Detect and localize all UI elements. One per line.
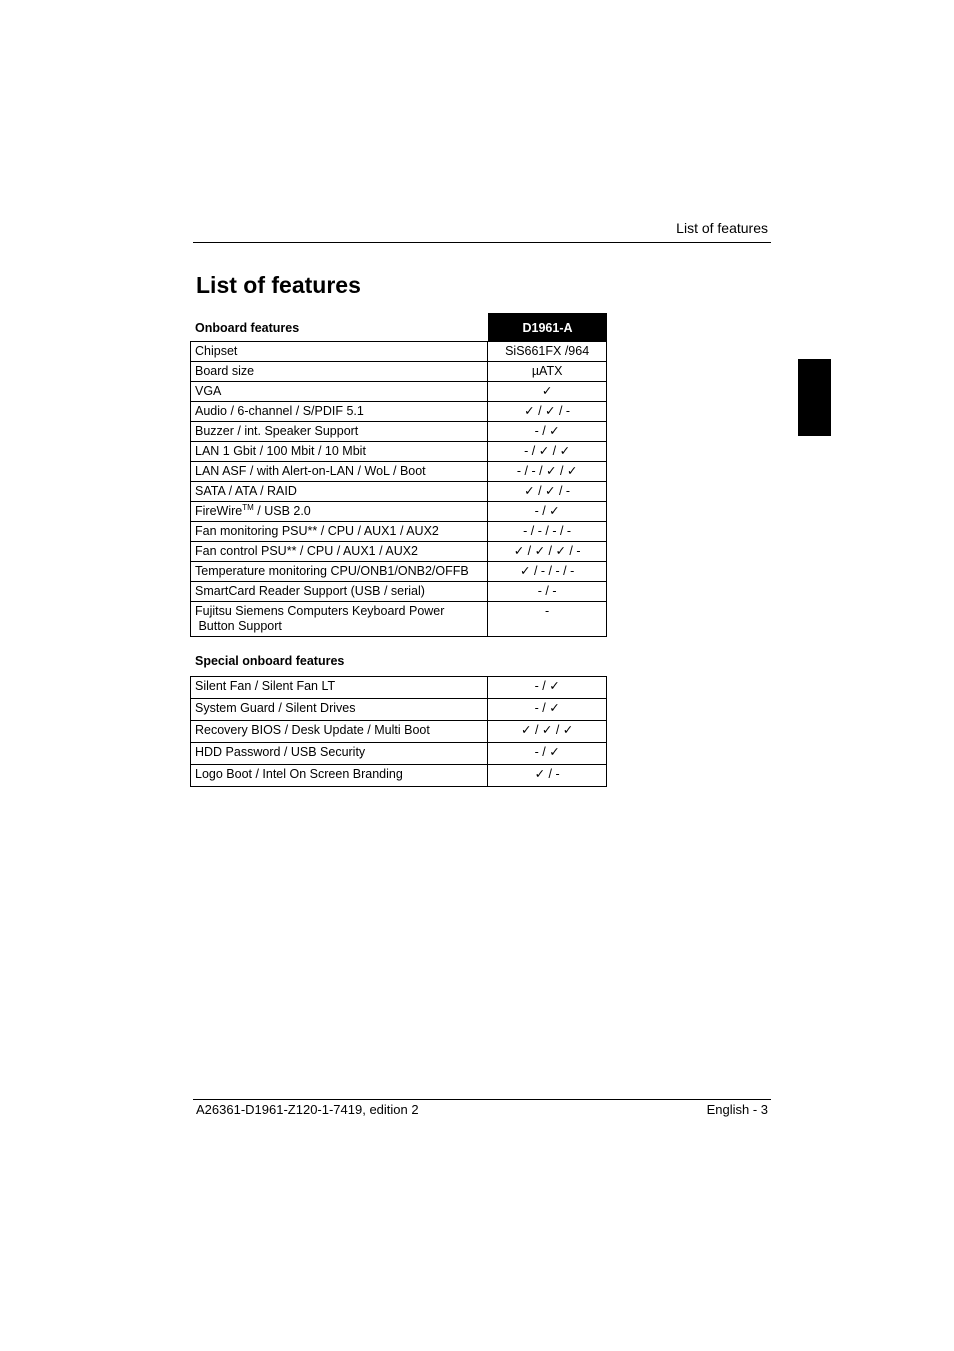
table-row	[191, 462, 607, 482]
feature-text: Button Support	[195, 619, 282, 633]
onboard-features-table	[190, 341, 607, 637]
value-cell: - / ✓ / ✓	[488, 442, 607, 462]
value-cell: SiS661FX /964	[488, 342, 607, 362]
value-cell: - / ✓	[488, 743, 607, 765]
value-cell: ✓ / ✓ / -	[488, 402, 607, 422]
table-row	[191, 382, 607, 402]
feature-text: / USB 2.0	[253, 504, 311, 518]
feature-text: FireWire	[195, 504, 243, 518]
table-row	[191, 422, 607, 442]
value-cell: ✓ / -	[488, 765, 607, 787]
table-row	[191, 743, 607, 765]
value-cell: - / - / ✓ / ✓	[488, 462, 607, 482]
value-cell: ✓ / ✓ / -	[488, 482, 607, 502]
value-cell: - / - / - / -	[488, 522, 607, 542]
value-cell: - / ✓	[488, 502, 607, 522]
feature-cell: SATA / ATA / RAID	[191, 482, 488, 502]
feature-cell: Temperature monitoring CPU/ONB1/ONB2/OFFB	[191, 562, 488, 582]
table-row	[191, 677, 607, 699]
table-row	[191, 402, 607, 422]
thumb-index-tab	[798, 359, 831, 436]
special-caption: Special onboard features	[195, 654, 345, 668]
feature-cell: Chipset	[191, 342, 488, 362]
running-header-title: List of features	[676, 220, 768, 236]
feature-cell: VGA	[191, 382, 488, 402]
feature-cell	[191, 602, 488, 637]
table-row	[191, 342, 607, 362]
table-row	[191, 721, 607, 743]
table-row	[191, 522, 607, 542]
page-footer	[193, 1099, 771, 1120]
feature-cell: Buzzer / int. Speaker Support	[191, 422, 488, 442]
model-column-header: D1961-A	[488, 313, 607, 341]
feature-cell: LAN 1 Gbit / 100 Mbit / 10 Mbit	[191, 442, 488, 462]
feature-text: Fujitsu Siemens Computers Keyboard Power	[195, 604, 445, 618]
table-row	[191, 542, 607, 562]
onboard-caption: Onboard features	[195, 321, 300, 335]
value-cell: -	[488, 602, 607, 637]
value-cell: - / ✓	[488, 699, 607, 721]
table-row	[191, 582, 607, 602]
table-row	[191, 699, 607, 721]
feature-cell: HDD Password / USB Security	[191, 743, 488, 765]
running-header	[193, 219, 771, 243]
table-row	[191, 442, 607, 462]
value-cell: ✓ / - / - / -	[488, 562, 607, 582]
page-number: English - 3	[706, 1102, 768, 1117]
table-row	[191, 502, 607, 522]
table-row	[191, 602, 607, 637]
feature-cell: Silent Fan / Silent Fan LT	[191, 677, 488, 699]
feature-cell	[191, 502, 488, 522]
feature-cell: Logo Boot / Intel On Screen Branding	[191, 765, 488, 787]
onboard-table-header	[190, 313, 607, 341]
feature-cell: Board size	[191, 362, 488, 382]
value-cell: ✓ / ✓ / ✓ / -	[488, 542, 607, 562]
feature-cell: Recovery BIOS / Desk Update / Multi Boot	[191, 721, 488, 743]
trademark-mark: TM	[242, 503, 254, 512]
table-row	[191, 362, 607, 382]
value-cell: ✓	[488, 382, 607, 402]
table-row	[191, 482, 607, 502]
value-cell: - / ✓	[488, 422, 607, 442]
value-cell: µATX	[488, 362, 607, 382]
value-cell: ✓ / ✓ / ✓	[488, 721, 607, 743]
value-cell: - / -	[488, 582, 607, 602]
table-row	[191, 765, 607, 787]
feature-cell: Audio / 6-channel / S/PDIF 5.1	[191, 402, 488, 422]
document-id: A26361-D1961-Z120-1-7419, edition 2	[196, 1102, 419, 1117]
feature-cell: Fan monitoring PSU** / CPU / AUX1 / AUX2	[191, 522, 488, 542]
feature-cell: LAN ASF / with Alert-on-LAN / WoL / Boot	[191, 462, 488, 482]
value-cell: - / ✓	[488, 677, 607, 699]
table-row	[191, 562, 607, 582]
feature-cell: System Guard / Silent Drives	[191, 699, 488, 721]
feature-cell: SmartCard Reader Support (USB / serial)	[191, 582, 488, 602]
feature-cell: Fan control PSU** / CPU / AUX1 / AUX2	[191, 542, 488, 562]
page-title: List of features	[196, 272, 361, 298]
special-features-table	[190, 676, 607, 787]
